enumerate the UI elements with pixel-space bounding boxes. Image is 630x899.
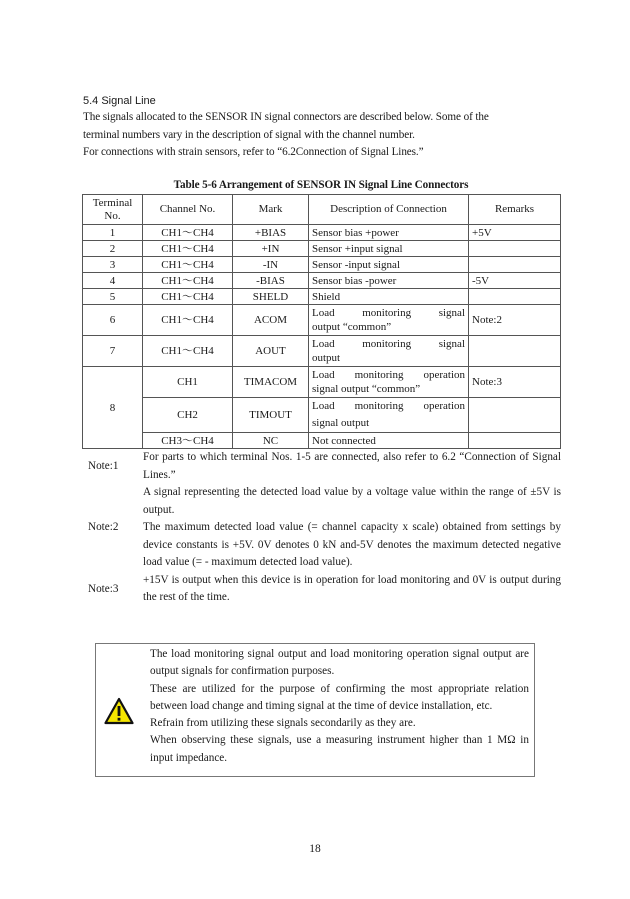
cell-description [309, 367, 469, 398]
cell-terminal: 8 [83, 367, 143, 449]
note-text: For parts to which terminal Nos. 1-5 are connected, also refer to 6.2 “Connection of Signal Lines.” [143, 451, 561, 481]
cell-remarks: +5V [469, 225, 561, 241]
description-line: Load monitoring operation [312, 369, 465, 381]
cell-channel: CH3～CH4 [143, 433, 233, 449]
note-1 [83, 449, 561, 484]
table-row [83, 225, 561, 241]
description-line: output “common” [312, 321, 392, 333]
note-label: Note:2 [88, 521, 119, 533]
cell-channel: CH1～CH4 [143, 225, 233, 241]
cell-mark: TIMOUT [233, 398, 309, 433]
cell-terminal: 3 [83, 257, 143, 273]
caution-paragraph: When observing these signals, use a measuring instrument higher than 1 MΩ in input impedance. [150, 734, 529, 764]
header-remarks: Remarks [469, 195, 561, 225]
caution-box [95, 643, 535, 777]
cell-description [309, 336, 469, 367]
cell-mark: TIMACOM [233, 367, 309, 398]
cell-remarks [469, 336, 561, 367]
description-line: Load monitoring signal [312, 338, 465, 350]
cell-terminal: 6 [83, 305, 143, 336]
cell-mark: AOUT [233, 336, 309, 367]
cell-channel: CH2 [143, 398, 233, 433]
cell-remarks: Note:2 [469, 305, 561, 336]
cell-mark: -BIAS [233, 273, 309, 289]
cell-remarks [469, 289, 561, 305]
table-row [83, 289, 561, 305]
cell-mark: +BIAS [233, 225, 309, 241]
description-line: output [312, 352, 341, 364]
cell-description: Sensor +input signal [309, 241, 469, 257]
cell-channel: CH1～CH4 [143, 305, 233, 336]
caution-paragraph: Refrain from utilizing these signals secondarily as they are. [150, 717, 416, 730]
description-line: signal output [312, 417, 370, 429]
note-3 [83, 572, 561, 607]
note-text: A signal representing the detected load value by a voltage value within the range of ±5V is output. [143, 486, 561, 516]
table-row [83, 257, 561, 273]
intro-paragraph [83, 109, 563, 162]
table-row [83, 367, 561, 398]
cell-channel: CH1～CH4 [143, 273, 233, 289]
cell-description [309, 398, 469, 433]
header-mark: Mark [233, 195, 309, 225]
table-row [83, 305, 561, 336]
cell-terminal: 2 [83, 241, 143, 257]
description-line: Load monitoring signal [312, 307, 465, 319]
cell-remarks [469, 398, 561, 433]
cell-channel: CH1 [143, 367, 233, 398]
caution-paragraph: These are utilized for the purpose of confirming the most appropriate relation between load change and timing signal at the time of device installation, etc. [150, 682, 529, 712]
cell-remarks [469, 241, 561, 257]
cell-mark: ACOM [233, 305, 309, 336]
table-header-row [83, 195, 561, 225]
note-text: The maximum detected load value (= channel capacity x scale) obtained from settings by device constants is +5V. 0V denotes 0 kN and-5V denotes the maximum detected negative load value (= - maximum detected load value). [143, 521, 561, 568]
header-description: Description of Connection [309, 195, 469, 225]
cell-terminal: 1 [83, 225, 143, 241]
cell-channel: CH1～CH4 [143, 241, 233, 257]
cell-channel: CH1～CH4 [143, 257, 233, 273]
cell-description: Sensor -input signal [309, 257, 469, 273]
section-heading: 5.4 Signal Line [83, 95, 156, 107]
cell-terminal: 4 [83, 273, 143, 289]
cell-terminal: 5 [83, 289, 143, 305]
table-row [83, 273, 561, 289]
cell-remarks: Note:3 [469, 367, 561, 398]
warning-triangle-icon [104, 697, 134, 725]
cell-remarks [469, 257, 561, 273]
cell-remarks: -5V [469, 273, 561, 289]
cell-mark: -IN [233, 257, 309, 273]
cell-mark: +IN [233, 241, 309, 257]
note-2 [83, 484, 561, 572]
table-row [83, 398, 561, 433]
cell-channel: CH1～CH4 [143, 289, 233, 305]
signal-line-table [82, 194, 561, 449]
description-line: signal output “common” [312, 383, 421, 395]
cell-description: Sensor bias -power [309, 273, 469, 289]
description-line: Load monitoring operation [312, 400, 465, 412]
note-label: Note:3 [88, 582, 119, 595]
cell-mark: NC [233, 433, 309, 449]
cell-description: Not connected [309, 433, 469, 449]
cell-mark: SHELD [233, 289, 309, 305]
notes-section [83, 449, 561, 607]
header-channel: Channel No. [143, 195, 233, 225]
intro-line: terminal numbers vary in the description of signal with the channel number. [83, 128, 415, 141]
cell-description: Sensor bias +power [309, 225, 469, 241]
header-terminal: Terminal No. [83, 195, 143, 225]
page-number: 18 [309, 843, 321, 855]
caution-paragraph: The load monitoring signal output and load monitoring operation signal output are output signals for confirmation purposes. [150, 648, 529, 678]
cell-remarks [469, 433, 561, 449]
note-label: Note:1 [88, 460, 119, 472]
table-row [83, 336, 561, 367]
cell-description: Shield [309, 289, 469, 305]
note-text: +15V is output when this device is in operation for load monitoring and 0V is output during the rest of the time. [143, 573, 561, 603]
table-caption: Table 5-6 Arrangement of SENSOR IN Signal Line Connectors [173, 179, 469, 191]
cell-terminal: 7 [83, 336, 143, 367]
intro-line: For connections with strain sensors, refer to “6.2Connection of Signal Lines.” [83, 146, 424, 158]
cell-description [309, 305, 469, 336]
table-row [83, 241, 561, 257]
intro-line: The signals allocated to the SENSOR IN signal connectors are described below. Some of the [83, 111, 489, 123]
cell-channel: CH1～CH4 [143, 336, 233, 367]
caution-text [150, 646, 529, 767]
table-row [83, 433, 561, 449]
